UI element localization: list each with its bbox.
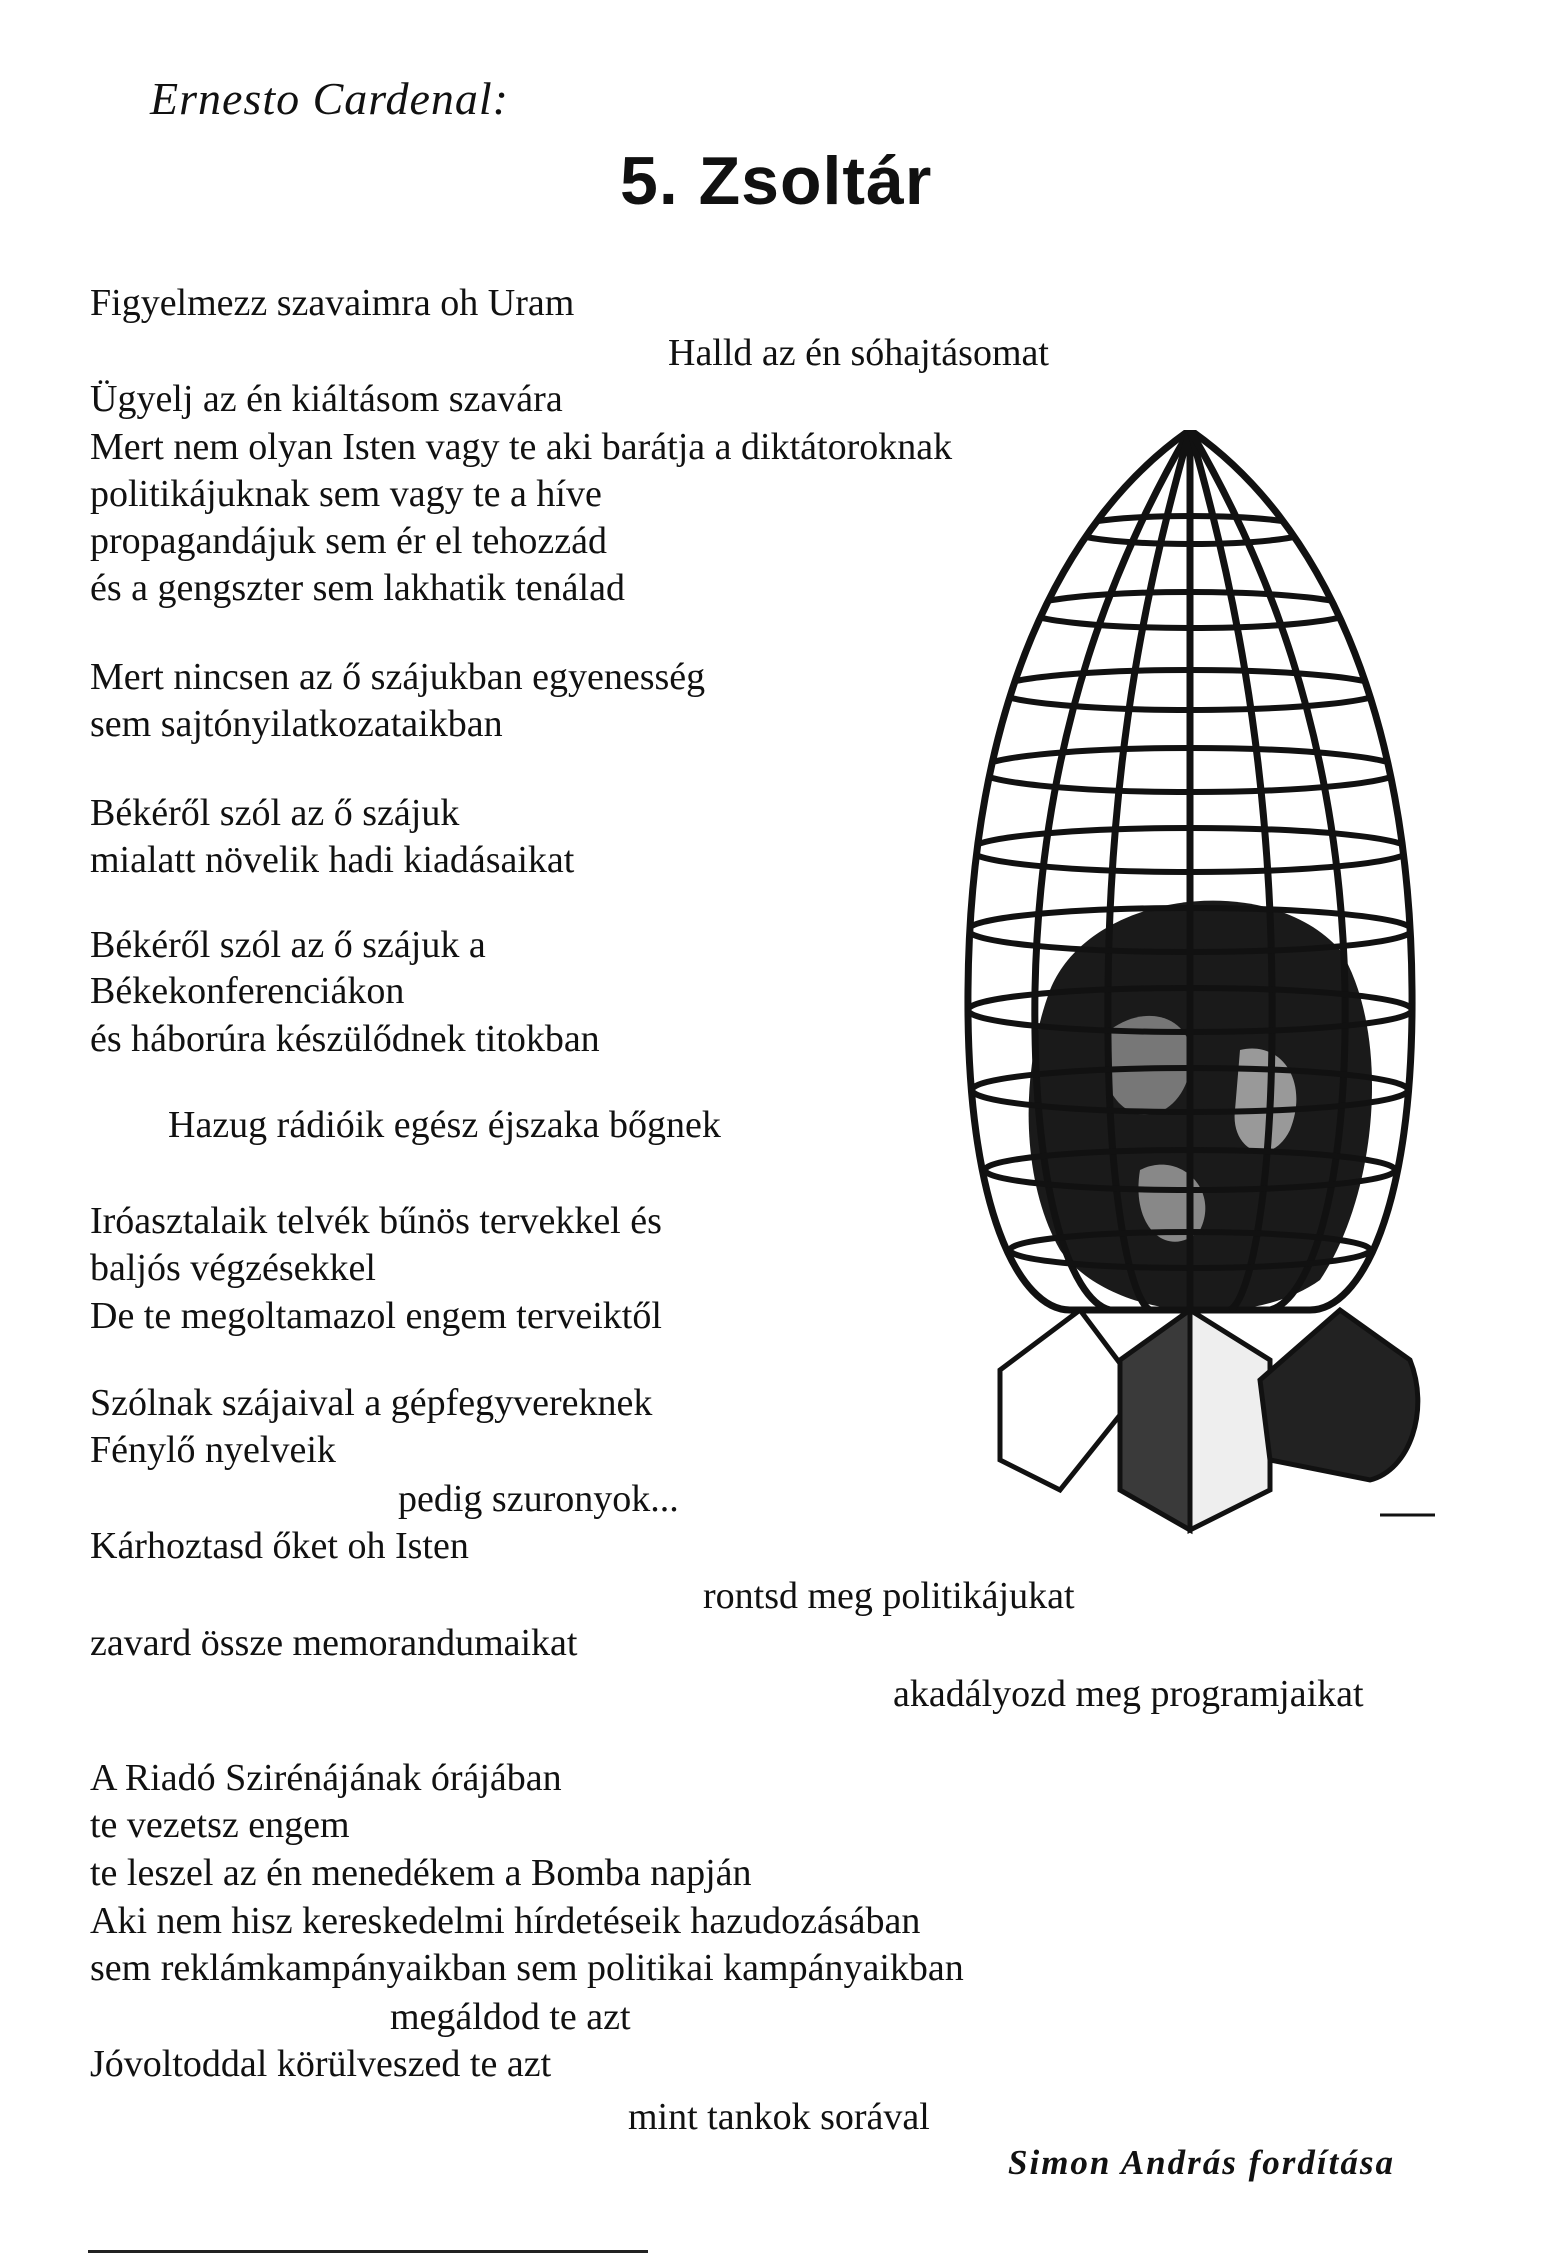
poem-line: akadályozd meg programjaikat [893, 1673, 1364, 1715]
bottom-rule [88, 2250, 648, 2253]
poem-line: Iróasztalaik telvék bűnös tervekkel és [90, 1200, 662, 1242]
bomb-fins [1000, 1310, 1418, 1530]
poem-line: politikájuknak sem vagy te a híve [90, 473, 602, 515]
poem-line: Mert nem olyan Isten vagy te aki barátja a diktátoroknak [90, 426, 953, 468]
poem-line: Fénylő nyelveik [90, 1429, 336, 1471]
poem-line: De te megoltamazol engem terveiktől [90, 1295, 662, 1337]
poem-line: te leszel az én menedékem a Bomba napján [90, 1852, 752, 1894]
poem-line: Jóvoltoddal körülveszed te azt [90, 2043, 552, 2085]
poem-line: Békéről szól az ő szájuk a [90, 924, 486, 966]
poem-line: pedig szuronyok... [398, 1478, 679, 1520]
poem-line: és háborúra készülődnek titokban [90, 1018, 600, 1060]
poem-line: Figyelmezz szavaimra oh Uram [90, 282, 575, 324]
poem-line: zavard össze memorandumaikat [90, 1622, 578, 1664]
poem-line: Halld az én sóhajtásomat [668, 332, 1049, 374]
poem-line: mint tankok sorával [628, 2096, 930, 2138]
poem-line: rontsd meg politikájukat [703, 1575, 1075, 1617]
caged-bomb-illustration [940, 430, 1440, 1540]
poem-line: Mert nincsen az ő szájukban egyenesség [90, 656, 706, 698]
poem-line: sem sajtónyilatkozataikban [90, 703, 503, 745]
poem-line: Hazug rádióik egész éjszaka bőgnek [168, 1104, 721, 1146]
poem-line: Aki nem hisz kereskedelmi hírdetéseik hazudozásában [90, 1900, 921, 1942]
poem-line: és a gengszter sem lakhatik tenálad [90, 567, 625, 609]
poem-line: mialatt növelik hadi kiadásaikat [90, 839, 575, 881]
translator-credit: Simon András fordítása [1008, 2143, 1395, 2182]
poem-line: propagandájuk sem ér el tehozzád [90, 520, 607, 562]
poem-line: te vezetsz engem [90, 1804, 350, 1846]
poem-title: 5. Zsoltár [620, 143, 933, 219]
poem-line: A Riadó Szirénájának órájában [90, 1757, 562, 1799]
poem-line: Békekonferenciákon [90, 970, 405, 1012]
poem-line: Szólnak szájaival a gépfegyvereknek [90, 1382, 653, 1424]
poem-line: Kárhoztasd őket oh Isten [90, 1525, 469, 1567]
poem-line: Békéről szól az ő szájuk [90, 792, 460, 834]
poem-line: baljós végzésekkel [90, 1247, 376, 1289]
poem-line: sem reklámkampányaikban sem politikai kampányaikban [90, 1947, 964, 1989]
poem-line: megáldod te azt [390, 1996, 631, 2038]
poem-line: Ügyelj az én kiáltásom szavára [90, 378, 563, 420]
author-name: Ernesto Cardenal: [150, 73, 509, 124]
